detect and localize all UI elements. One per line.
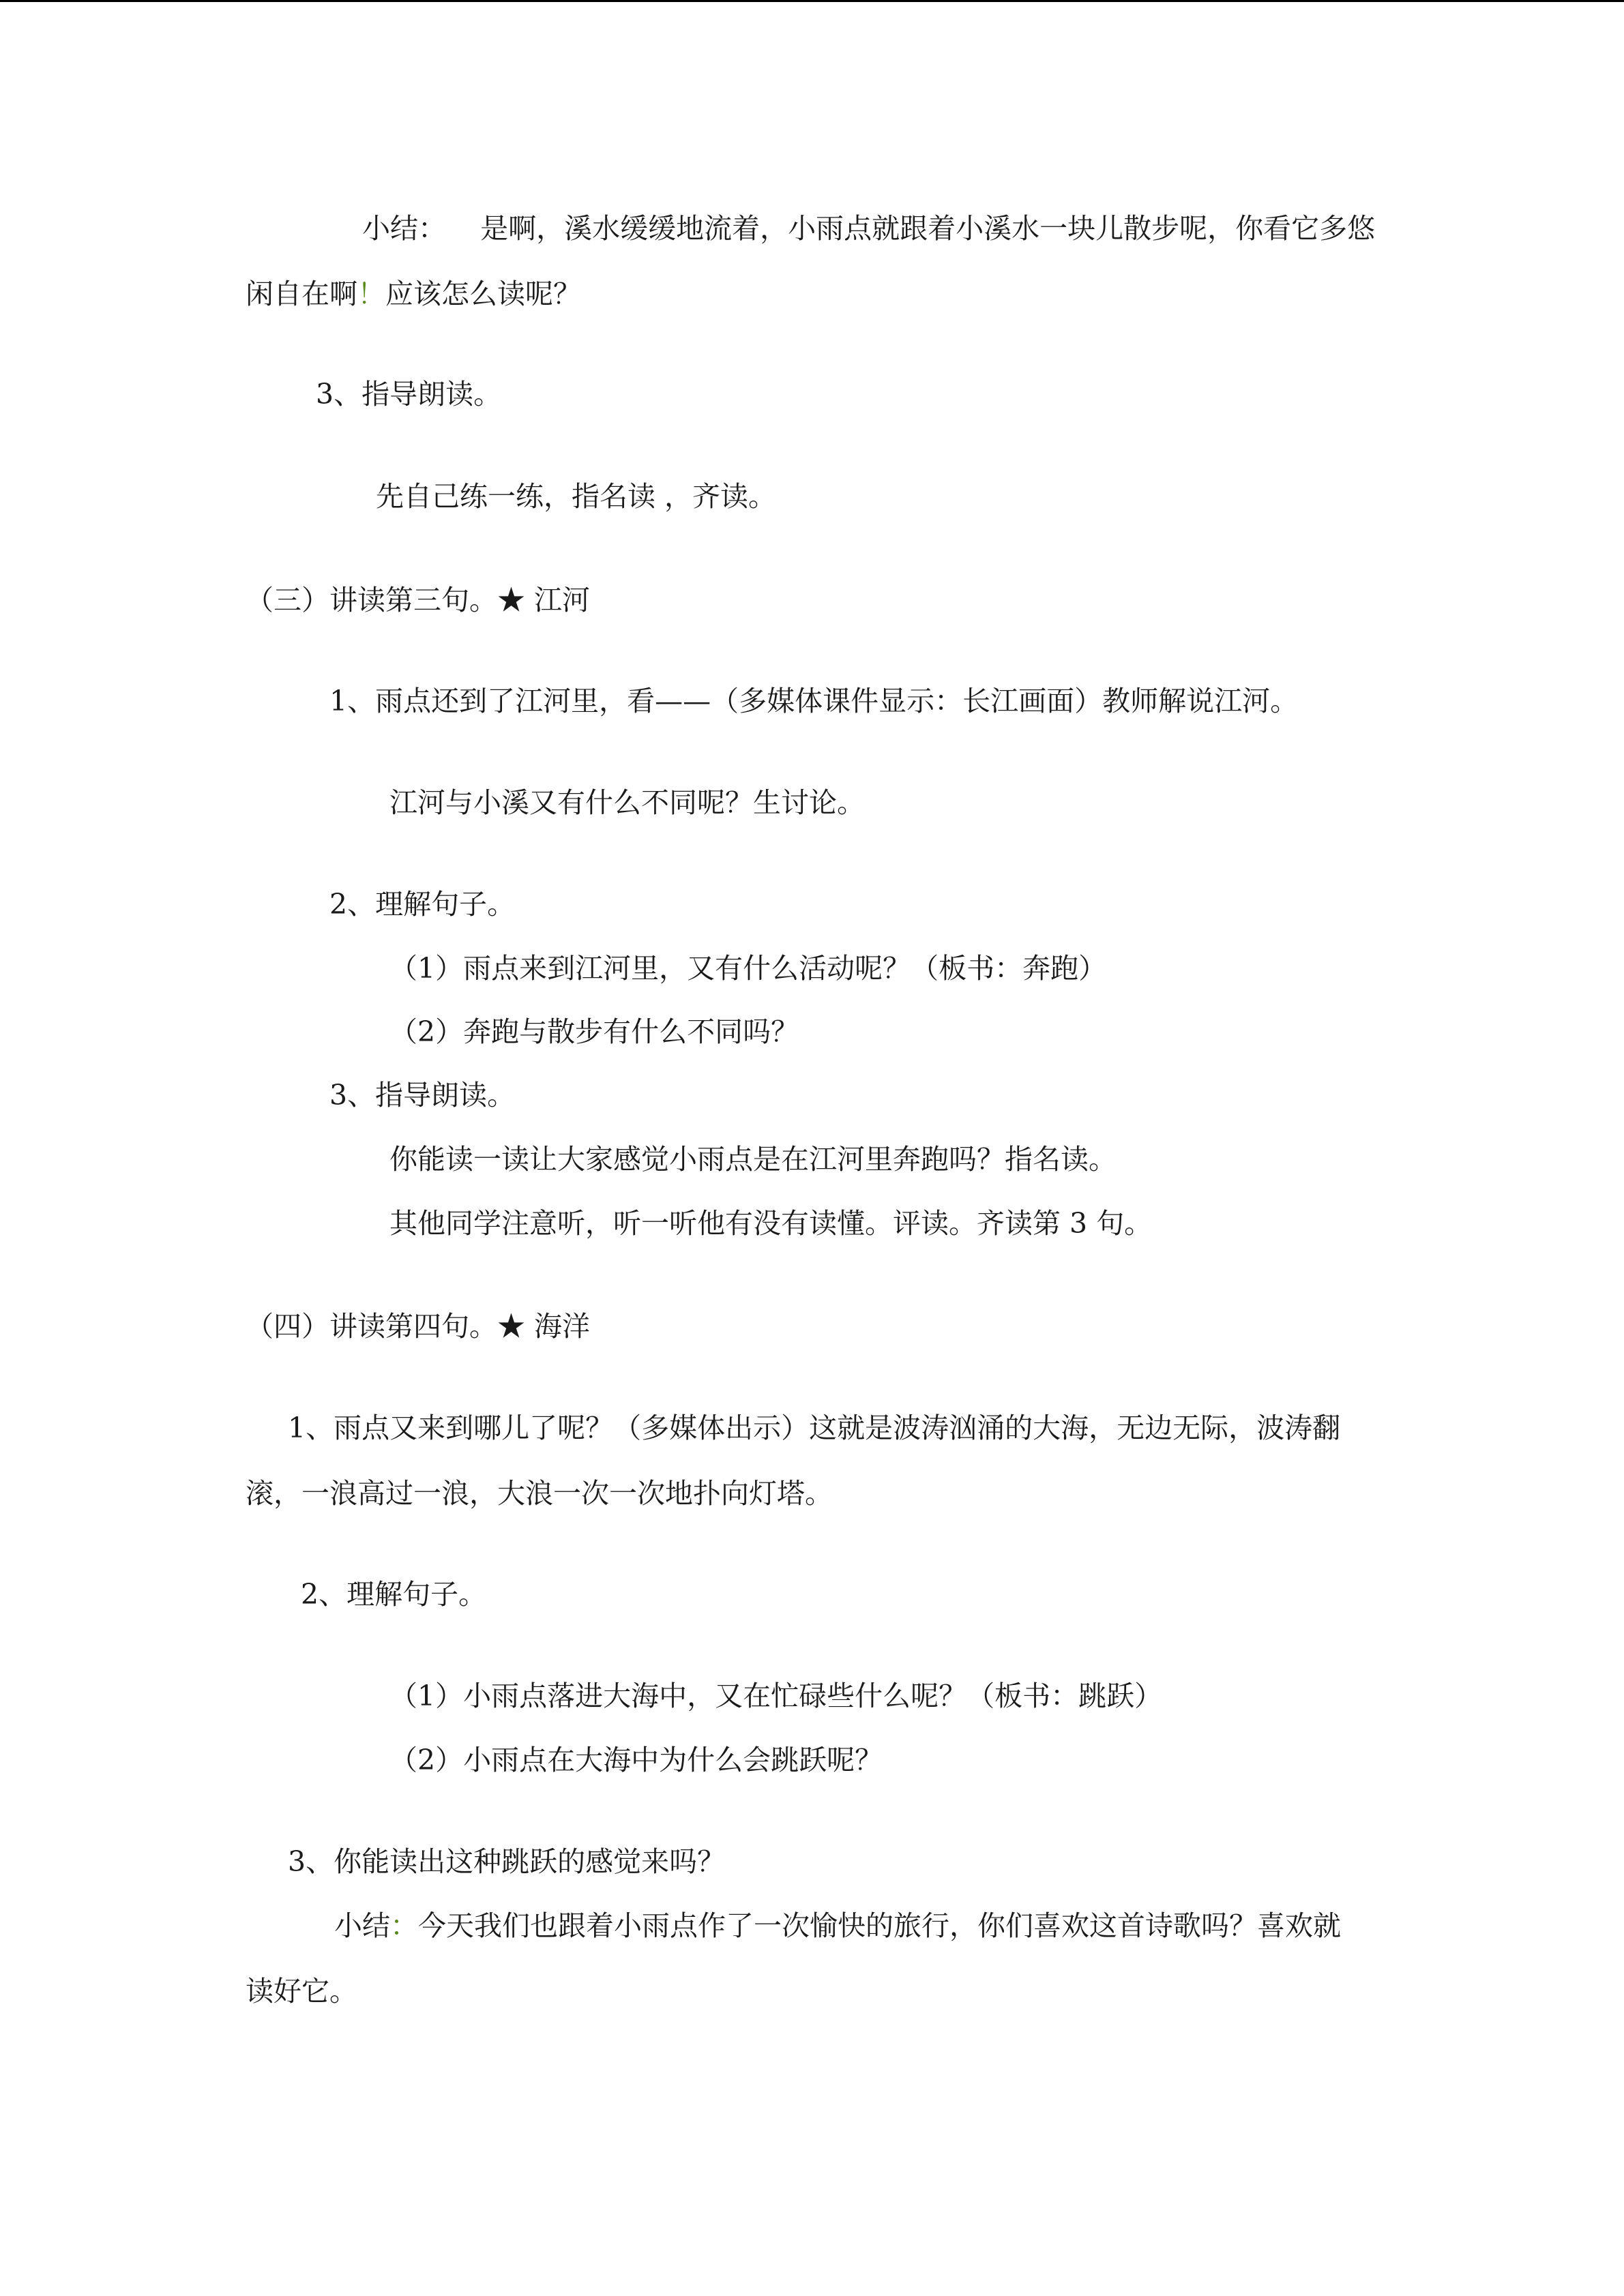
top-border [0, 0, 1624, 2]
guided-reading-detail: 先自己练一练，指名读 ，齐读。 [376, 480, 777, 513]
final-summary-label: 小结 [334, 1909, 390, 1942]
section-4-item-2: 2、理解句子。 [301, 1578, 487, 1611]
summary-label: 小结： [362, 212, 446, 245]
section-3-item-3-line-1: 你能读一读让大家感觉小雨点是在江河里奔跑吗？指名读。 [389, 1143, 1117, 1176]
summary-line-2 [246, 273, 581, 314]
section-3-item-1: 1、雨点还到了江河里，看——（多媒体课件显示：长江画面）教师解说江河。 [329, 685, 1299, 717]
section-4-item-1-cont: 滚，一浪高过一浪，大浪一次一次地扑向灯塔。 [246, 1477, 833, 1510]
section-4-heading: （四）讲读第四句。★ 海洋 [246, 1310, 591, 1343]
summary-text: 是啊，溪水缓缓地流着，小雨点就跟着小溪水一块儿散步呢，你看它多悠 [480, 212, 1376, 245]
final-summary-text: 今天我们也跟着小雨点作了一次愉快的旅行，你们喜欢这首诗歌吗？喜欢就 [418, 1909, 1341, 1942]
section-3-heading: （三）讲读第三句。★ 江河 [246, 584, 591, 616]
section-3-item-3: 3、指导朗读。 [329, 1079, 516, 1112]
summary-cont-b: 应该怎么读呢？ [385, 278, 581, 310]
section-3-question-2: （2）奔跑与散步有什么不同吗？ [389, 1015, 799, 1048]
final-summary-line-2: 读好它。 [246, 1975, 357, 2008]
final-summary-colon: ： [390, 1909, 418, 1942]
section-3-item-3-line-2: 其他同学注意听，听一听他有没有读懂。评读。齐读第 3 句。 [389, 1207, 1153, 1240]
final-summary-line-1 [334, 1905, 1341, 1946]
section-3-item-2: 2、理解句子。 [329, 888, 516, 921]
section-4-question-2: （2）小雨点在大海中为什么会跳跃呢？ [389, 1744, 883, 1776]
summary-cont-a: 闲自在啊 [246, 278, 357, 310]
summary-line-1 [362, 208, 1375, 249]
guided-reading-heading: 3、指导朗读。 [316, 378, 502, 411]
section-4-item-3: 3、你能读出这种跳跃的感觉来吗？ [288, 1845, 726, 1878]
section-3-question-1: （1）雨点来到江河里，又有什么活动呢？（板书：奔跑） [389, 952, 1107, 985]
section-3-item-1-detail: 江河与小溪又有什么不同呢？生讨论。 [389, 786, 865, 819]
section-4-question-1: （1）小雨点落进大海中，又在忙碌些什么呢？（板书：跳跃） [389, 1680, 1163, 1712]
section-4-item-1: 1、雨点又来到哪儿了呢？（多媒体出示）这就是波涛汹涌的大海，无边无际，波涛翻 [288, 1412, 1341, 1444]
summary-exclamation: ！ [357, 278, 385, 310]
